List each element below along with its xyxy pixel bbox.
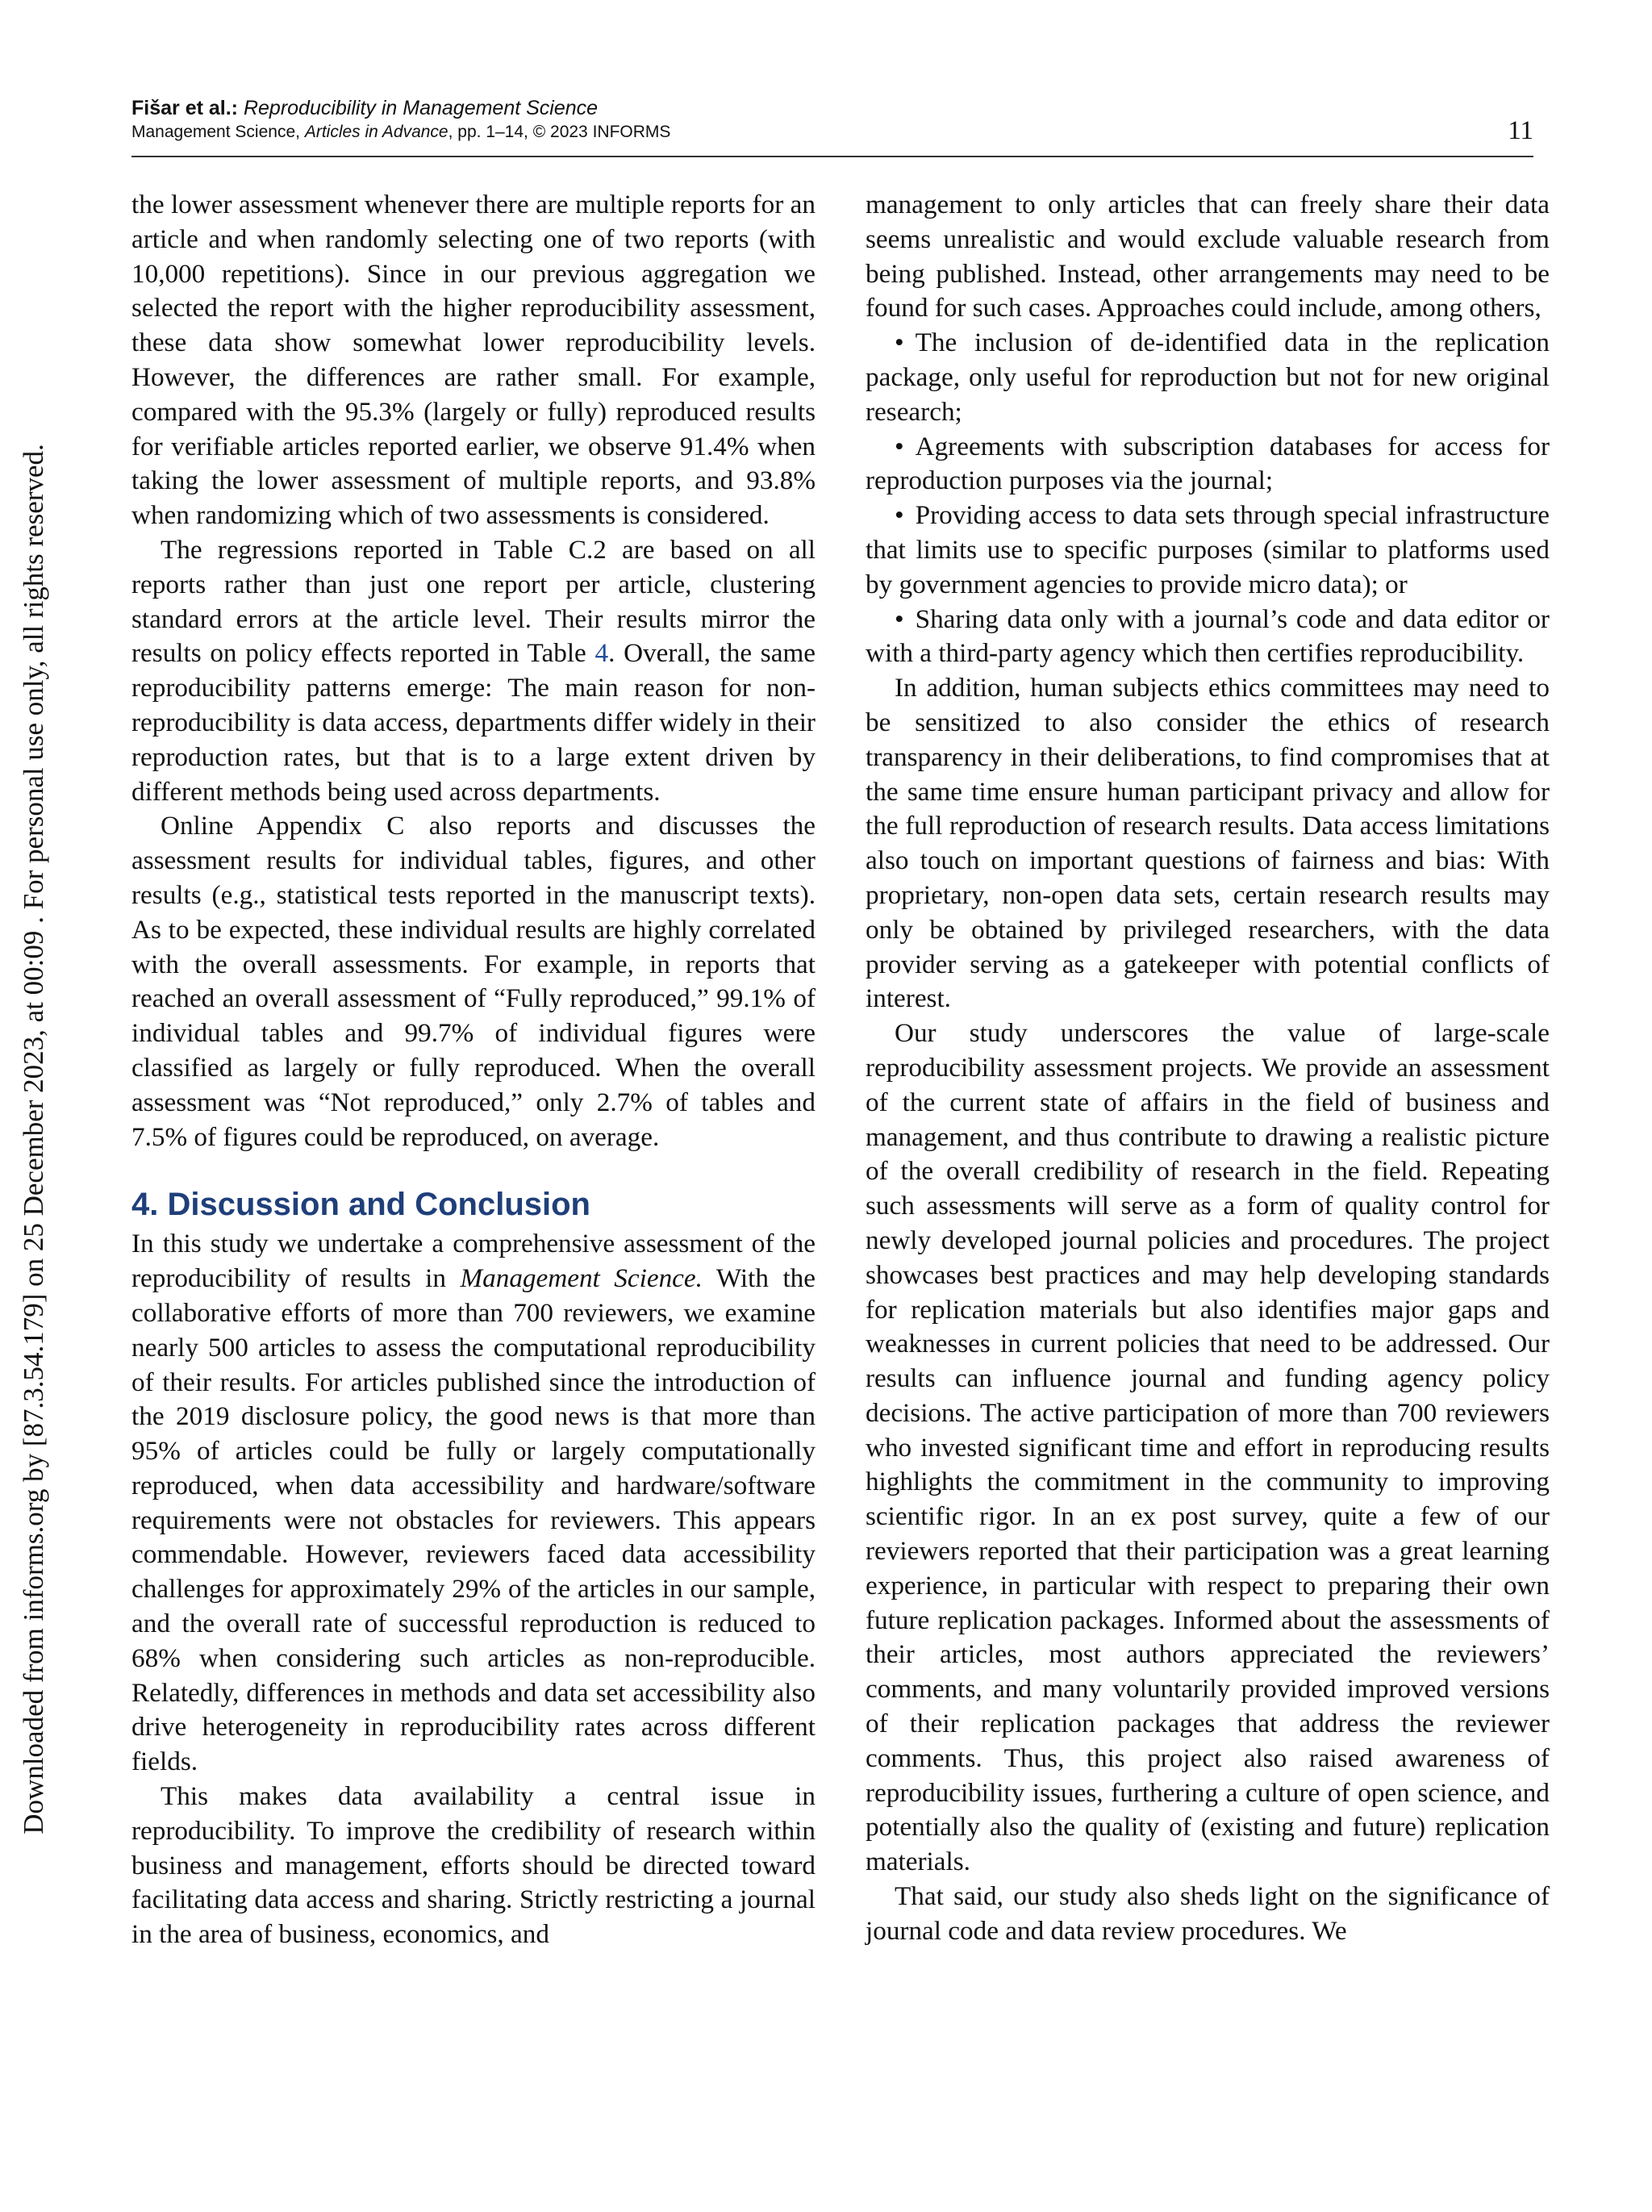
- paragraph: The regressions reported in Table C.2 are based on all reports rather than just one report per article, clustering standard errors at the article level. Their results mirror the results on policy effects reported in Table 4. Overall, the same reproducibility patterns emerge: The main reason for non-reproducibility is data access, departments differ widely in their reproduction rates, but that is to a large extent driven by different methods being used across departments.: [131, 534, 816, 807]
- bullet-icon: •: [895, 328, 904, 358]
- download-notice: Downloaded from informs.org by [87.3.54.179] on 25 December 2023, at 00:09 . For personal use only, all rights reserved.: [18, 444, 49, 1834]
- header-title-line: [131, 95, 1533, 121]
- header-journal-tail: , pp. 1–14, © 2023 INFORMS: [448, 123, 671, 141]
- paragraph: This makes data availability a central issue in reproducibility. To improve the credibility of research within business and management, efforts should be directed toward facilitating data access and sharing. Strictly restricting a journal in the area of business, economics, and: [131, 1781, 816, 1950]
- header-journal-italic: Articles in Advance: [304, 123, 448, 141]
- bullet-icon: •: [895, 431, 904, 461]
- running-header: [131, 95, 1533, 144]
- list-item: • Providing access to data sets through special infrastructure that limits use to specific purposes (similar to platforms used by government agencies to provide micro data); or: [866, 500, 1550, 599]
- paragraph: management to only articles that can freely share their data seems unrealistic and would exclude valuable research from being published. Instead, other arrangements may need to be found for such cases. Approaches could include, among others,: [866, 190, 1550, 323]
- bullet-icon: •: [895, 603, 904, 634]
- header-journal-line: [131, 121, 1533, 144]
- journal-name: Management Science.: [460, 1263, 703, 1294]
- header-article-title: Reproducibility in Management Science: [243, 97, 599, 119]
- header-authors: Fišar et al.:: [131, 97, 238, 119]
- header-divider: [131, 156, 1533, 157]
- left-column: [131, 188, 816, 1952]
- paragraph: the lower assessment whenever there are multiple reports for an article and when randomly selecting one of two reports (with 10,000 repetitions). Since in our previous aggregation we selected the report with the higher reproducibility assessment, these data show somewhat lower reproducibility levels. However, the differences are rather small. For example, compared with the 95.3% (largely or fully) reproduced results for verifiable articles reported earlier, we observe 91.4% when taking the lower assessment of multiple reports, and 93.8% when randomizing which of two assessments is considered.: [131, 190, 816, 531]
- page-number: 11: [1508, 116, 1533, 145]
- header-journal: Management Science,: [131, 123, 300, 141]
- paragraph: Online Appendix C also reports and discusses the assessment results for individual tables, figures, and other results (e.g., statistical tests reported in the manuscript texts). As to be expected, these individual results are highly correlated with the overall assessments. For example, in reports that reached an overall assessment of “Fully reproduced,” 99.1% of individual tables and 99.7% of individual figures were classified as largely or fully reproduced. When the overall assessment was “Not reproduced,” only 2.7% of tables and 7.5% of figures could be reproduced, on average.: [131, 811, 816, 1152]
- list-item: • Sharing data only with a journal’s code and data editor or with a third-party agency which then certifies reproducibility.: [866, 603, 1550, 669]
- list-item: • Agreements with subscription databases for access for reproduction purposes via the journal;: [866, 431, 1550, 496]
- section-heading: 4. Discussion and Conclusion: [131, 1187, 590, 1223]
- list-item: • The inclusion of de-identified data in the replication package, only useful for reproduction but not for new original research;: [866, 328, 1550, 427]
- paragraph: In addition, human subjects ethics committees may need to be sensitized to also consider the ethics of research transparency in their deliberations, to find compromises that at the same time ensure human participant privacy and allow for the full reproduction of research results. Data access limitations also touch on important questions of fairness and bias: With proprietary, non-open data sets, certain research results may only be obtained by privileged researchers, with the data provider serving as a gatekeeper with potential conflicts of interest.: [866, 673, 1550, 1014]
- table-4-link[interactable]: 4: [594, 638, 609, 669]
- right-column: [866, 188, 1550, 1949]
- paragraph: In this study we undertake a comprehensive assessment of the reproducibility of results in Management Science. With the collaborative efforts of more than 700 reviewers, we examine nearly 500 articles to assess the computational reproducibility of their results. For articles published since the introduction of the 2019 disclosure policy, the good news is that more than 95% of articles could be fully or largely computationally reproduced, when data accessibility and hardware/software requirements were not obstacles for reviewers. This appears commendable. However, reviewers faced data accessibility challenges for approximately 29% of the articles in our sample, and the overall rate of successful reproduction is reduced to 68% when considering such articles as non-reproducible. Relatedly, differences in methods and data set accessibility also drive heterogeneity in reproducibility rates across different fields.: [131, 1229, 816, 1777]
- paragraph: Our study underscores the value of large-scale reproducibility assessment projects. We provide an assessment of the current state of affairs in the field of business and management, and thus contribute to drawing a realistic picture of the overall credibility of research in the field. Repeating such assessments will serve as a form of quality control for newly developed journal policies and procedures. The project showcases best practices and may help developing standards for replication materials but also identifies major gaps and weaknesses in current policies that need to be addressed. Our results can influence journal and funding agency policy decisions. The active participation of more than 700 reviewers who invested significant time and effort in reproducing results highlights the commitment in the community to improving scientific rigor. In an ex post survey, quite a few of our reviewers reported that their participation was a great learning experience, in particular with respect to preparing their own future replication packages. Informed about the assessments of their articles, most authors appreciated the reviewers’ comments, and many voluntarily provided improved versions of their replication packages that address the reviewer comments. Thus, this project also raised awareness of reproducibility issues, furthering a culture of open science, and potentially also the quality of (existing and future) replication materials.: [866, 1018, 1550, 1877]
- paragraph: That said, our study also sheds light on the significance of journal code and data review procedures. We: [866, 1881, 1550, 1946]
- bullet-icon: •: [895, 500, 904, 531]
